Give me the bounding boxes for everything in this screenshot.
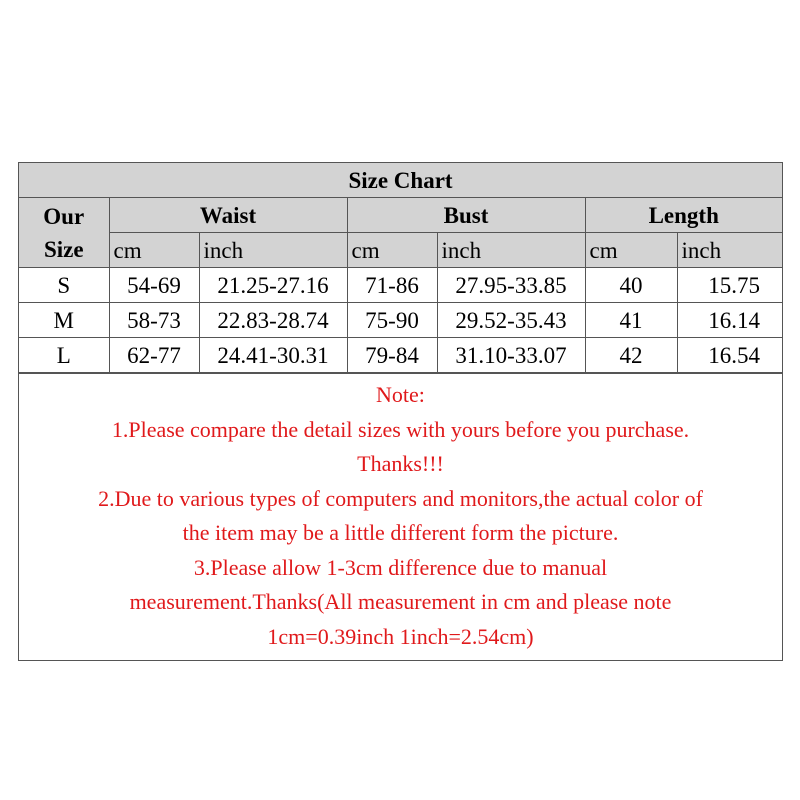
bust-inch-cell: 31.10-33.07 [437,338,585,373]
length-inch-header: inch [677,233,782,268]
table-row [19,303,782,338]
length-cm-cell: 41 [585,303,677,338]
waist-cm-cell: 58-73 [109,303,199,338]
size-chart [18,162,783,661]
bust-inch-header: inch [437,233,585,268]
size-cell: M [19,303,109,338]
size-header-line2: Size [43,236,84,262]
bust-cm-cell: 79-84 [347,338,437,373]
title-row [19,163,782,198]
length-header: Length [585,198,782,233]
note-line: 1cm=0.39inch 1inch=2.54cm) [267,623,534,649]
length-cm-cell: 42 [585,338,677,373]
group-header-row [19,198,782,233]
length-inch-cell: 16.14 [677,303,782,338]
note-block [19,373,782,660]
bust-cm-cell: 71-86 [347,268,437,303]
bust-inch-cell: 27.95-33.85 [437,268,585,303]
size-header-line1: Our [43,203,85,229]
note-line: 1.Please compare the detail sizes with yours before you purchase. [111,416,690,442]
waist-inch-cell: 22.83-28.74 [199,303,347,338]
length-cm-header: cm [585,233,677,268]
waist-cm-cell: 54-69 [109,268,199,303]
note-line: 3.Please allow 1-3cm difference due to manual [193,554,608,580]
size-cell: L [19,338,109,373]
waist-inch-cell: 21.25-27.16 [199,268,347,303]
note-line: 2.Due to various types of computers and monitors,the actual color of [98,485,703,511]
size-cell: S [19,268,109,303]
table-row [19,268,782,303]
note-line: measurement.Thanks(All measurement in cm and please note [129,589,672,614]
table-row [19,338,782,373]
bust-inch-cell: 29.52-35.43 [437,303,585,338]
note-heading: Note: [376,382,425,407]
size-column-header [19,198,109,268]
length-inch-cell: 16.54 [677,338,782,373]
bust-cm-cell: 75-90 [347,303,437,338]
unit-header-row [19,233,782,268]
waist-header: Waist [109,198,347,233]
note-line: the item may be a little different form the picture. [182,520,619,545]
bust-cm-header: cm [347,233,437,268]
waist-inch-header: inch [199,233,347,268]
size-table [19,163,782,373]
table-title: Size Chart [19,163,782,198]
waist-cm-cell: 62-77 [109,338,199,373]
note-line: Thanks!!! [357,451,444,476]
waist-cm-header: cm [109,233,199,268]
waist-inch-cell: 24.41-30.31 [199,338,347,373]
length-cm-cell: 40 [585,268,677,303]
length-inch-cell: 15.75 [677,268,782,303]
bust-header: Bust [347,198,585,233]
